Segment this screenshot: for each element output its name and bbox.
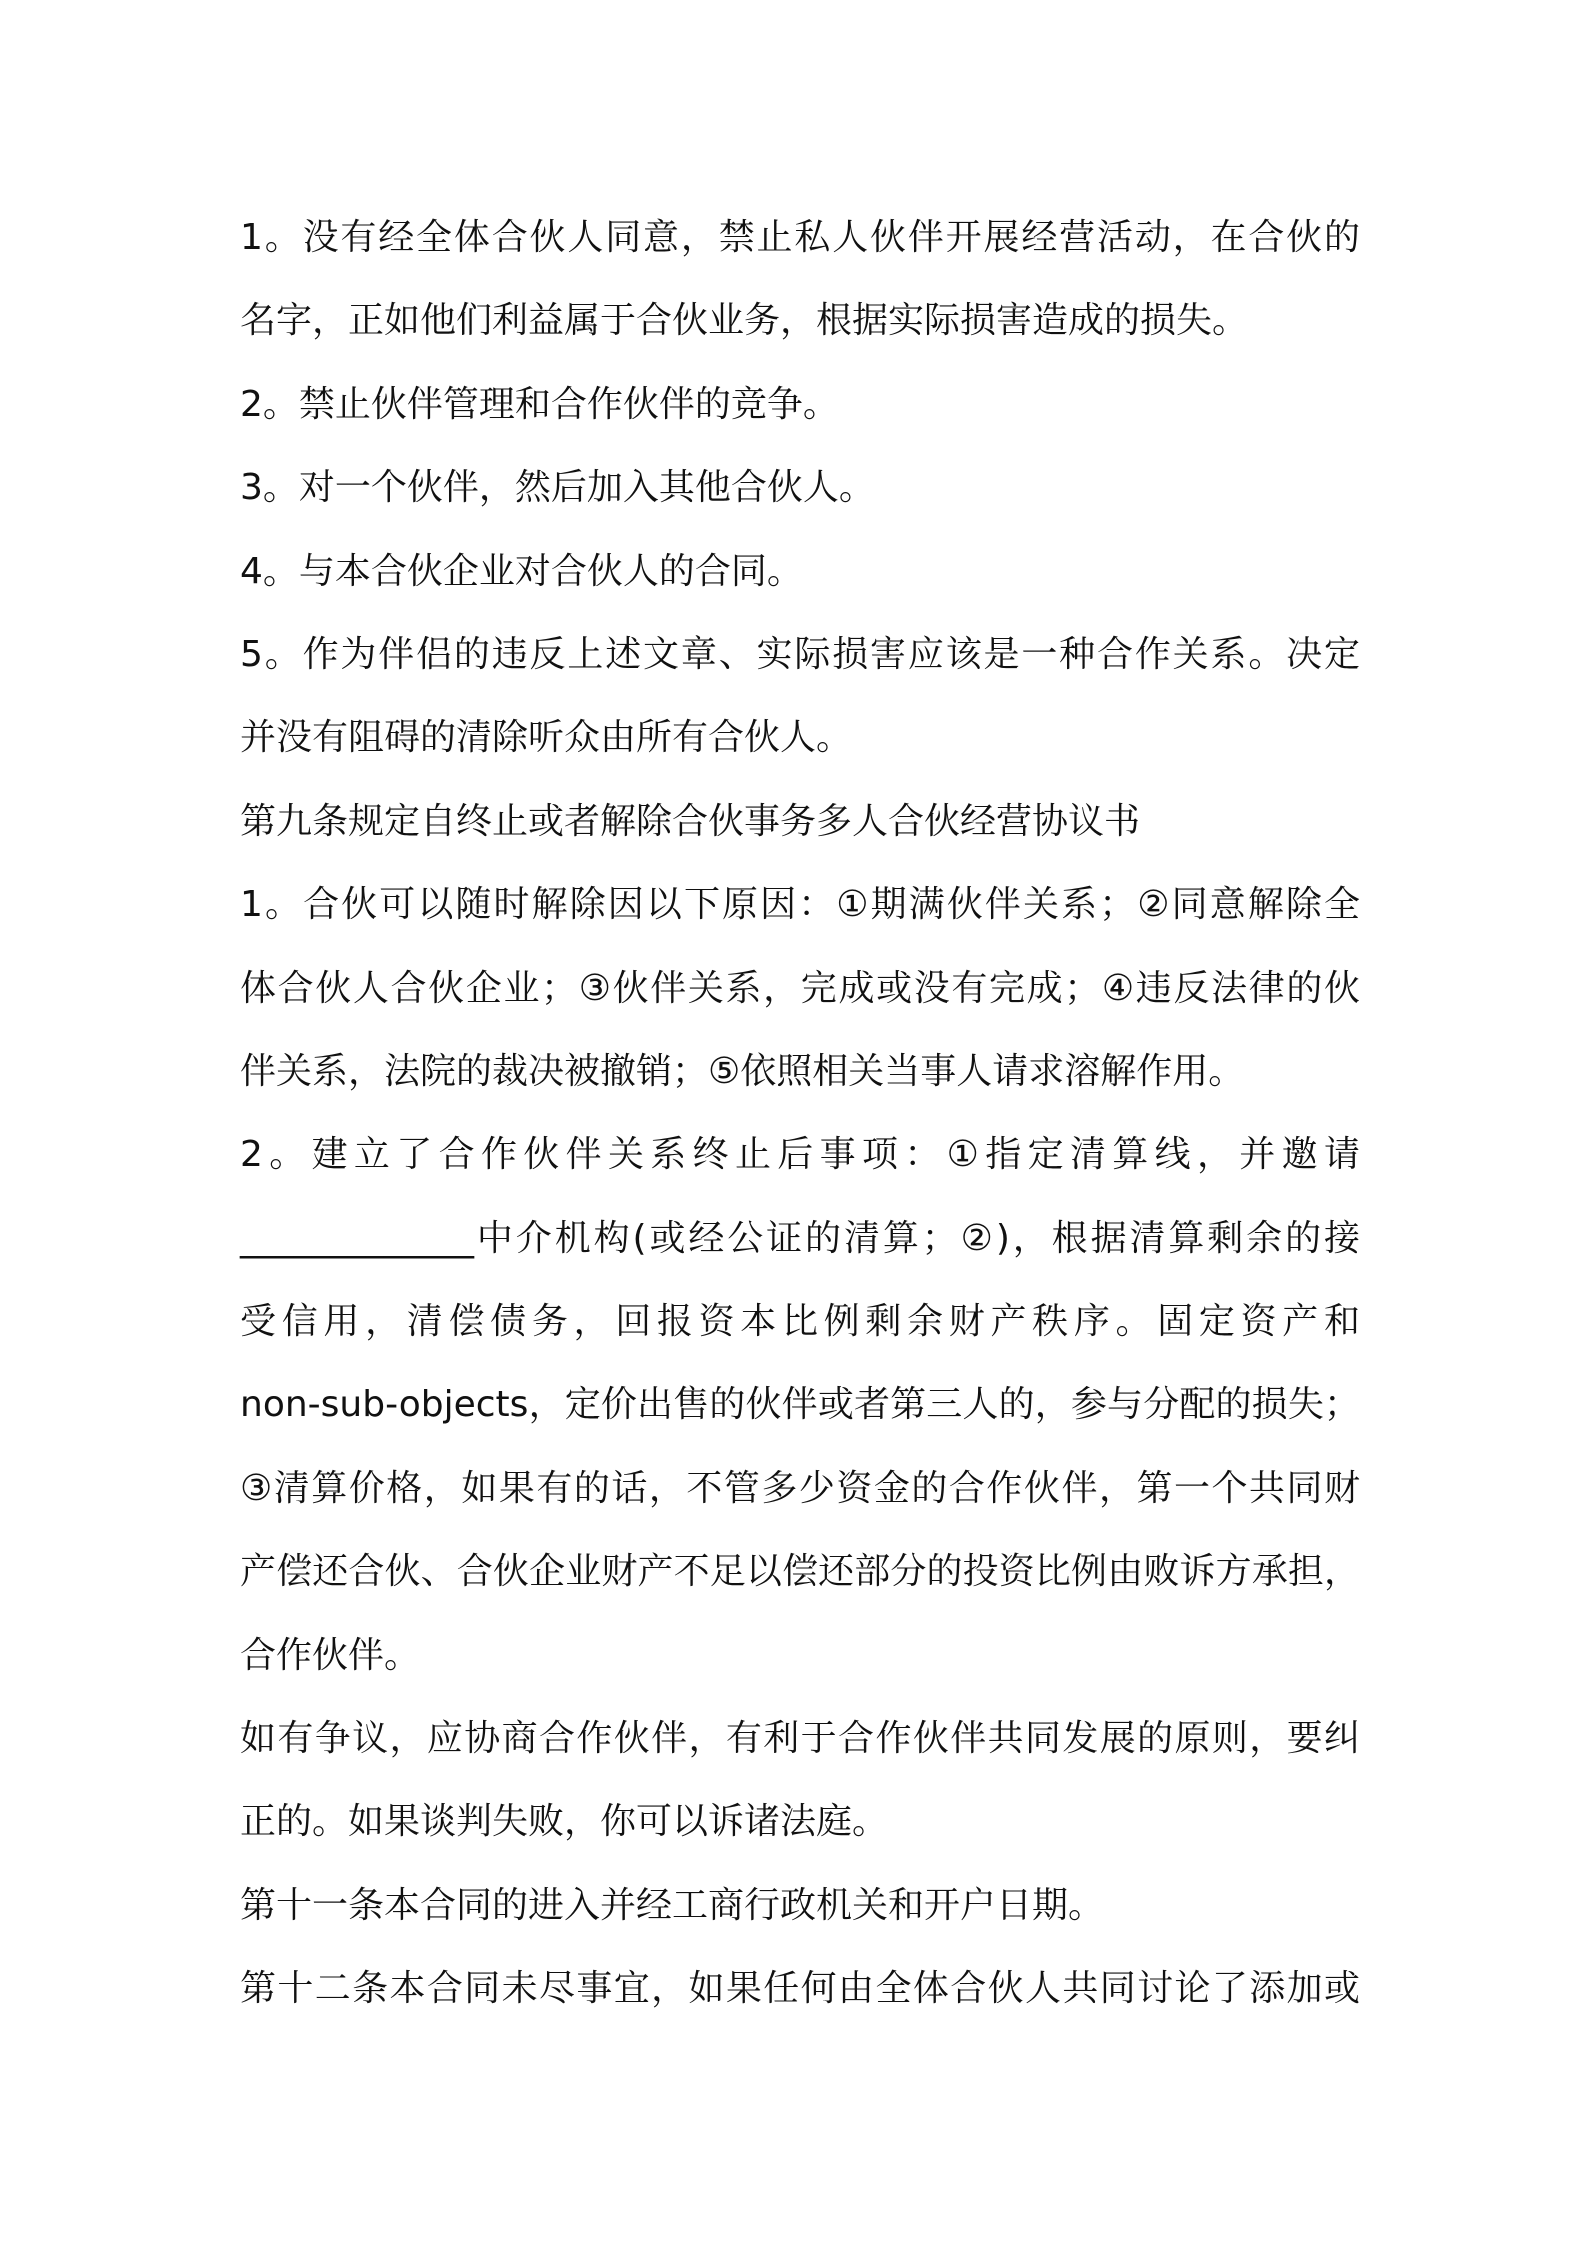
text-line: 第九条规定自终止或者解除合伙事务多人合伙经营协议书 bbox=[240, 800, 1141, 842]
document-body bbox=[240, 196, 1360, 2031]
text-line: 名字，正如他们利益属于合伙业务，根据实际损害造成的损失。 bbox=[240, 300, 1249, 342]
text-line: 产偿还合伙、合伙企业财产不足以偿还部分的投资比例由败诉方承担， bbox=[240, 1551, 1360, 1593]
text-line: 5。作为伴侣的违反上述文章、实际损害应该是一种合作关系。决定 bbox=[240, 633, 1360, 675]
text-line: 如有争议，应协商合作伙伴，有利于合作伙伴共同发展的原则，要纠 bbox=[240, 1718, 1360, 1760]
text-line: 正的。如果谈判失败，你可以诉诸法庭。 bbox=[240, 1801, 889, 1843]
text-line: 合作伙伴。 bbox=[240, 1634, 421, 1676]
text-line: 1。合伙可以随时解除因以下原因：①期满伙伴关系；②同意解除全 bbox=[240, 884, 1360, 926]
text-line: 2。建立了合作伙伴关系终止后事项：①指定清算线，并邀请 bbox=[240, 1134, 1360, 1176]
text-line: 1。没有经全体合伙人同意，禁止私人伙伴开展经营活动，在合伙的 bbox=[240, 217, 1360, 258]
text-line: 第十一条本合同的进入并经工商行政机关和开户日期。 bbox=[240, 1884, 1105, 1926]
text-line: 3。对一个伙伴，然后加入其他合伙人。 bbox=[240, 467, 875, 509]
text-line: ③清算价格，如果有的话，不管多少资金的合作伙伴，第一个共同财 bbox=[240, 1467, 1360, 1509]
text-line: 2。禁止伙伴管理和合作伙伴的竞争。 bbox=[240, 383, 839, 425]
text-line: 并没有阻碍的清除听众由所有合伙人。 bbox=[240, 717, 853, 759]
text-line: 体合伙人合伙企业；③伙伴关系，完成或没有完成；④违反法律的伙 bbox=[240, 967, 1360, 1009]
text-line: _____________中介机构(或经公证的清算；②)，根据清算剩余的接 bbox=[240, 1217, 1360, 1259]
text-line: non-sub-objects，定价出售的伙伴或者第三人的，参与分配的损失； bbox=[240, 1384, 1360, 1426]
text-line: 第十二条本合同未尽事宜，如果任何由全体合伙人共同讨论了添加或 bbox=[240, 1968, 1360, 2010]
text-line: 4。与本合伙企业对合伙人的合同。 bbox=[240, 550, 803, 592]
text-line: 受信用，清偿债务，回报资本比例剩余财产秩序。固定资产和 bbox=[240, 1301, 1360, 1343]
text-line: 伴关系，法院的裁决被撤销；⑤依照相关当事人请求溶解作用。 bbox=[240, 1050, 1245, 1092]
